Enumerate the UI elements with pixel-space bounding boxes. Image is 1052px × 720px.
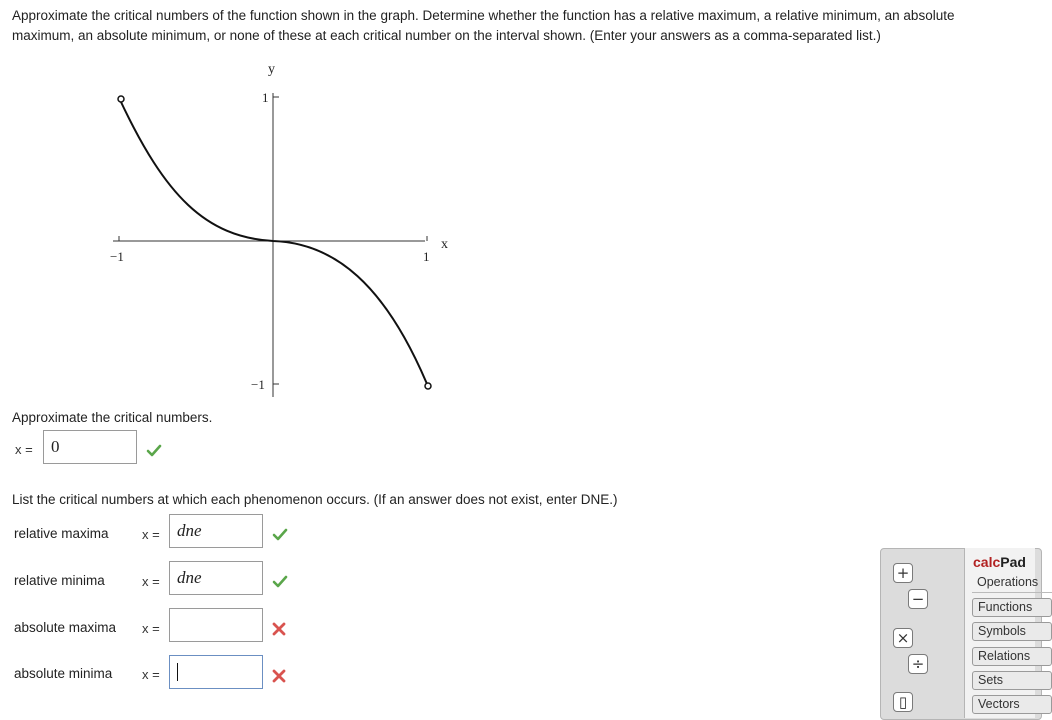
function-graph xyxy=(95,55,465,405)
question-text: Approximate the critical numbers of the function shown in the graph. Determine whether the function has a relative maximum, a relative minimum, an absolute maximum, an absolute minimum, or none of these at each critical number on the interval shown. (Enter your answers as a comma-separated list.) xyxy=(12,8,955,43)
calcpad-menu xyxy=(964,548,1039,718)
relative-maxima-label: relative maxima xyxy=(14,526,109,541)
relative-minima-label: relative minima xyxy=(14,573,105,588)
absolute-minima-var-label: x = xyxy=(142,667,160,682)
y-tick-label-neg: −1 xyxy=(251,377,265,392)
check-icon xyxy=(272,575,288,589)
x-tick-label-pos: 1 xyxy=(423,249,430,264)
check-icon xyxy=(272,528,288,542)
calcpad-menu-functions[interactable]: Functions xyxy=(972,598,1052,617)
plus-button[interactable]: + xyxy=(893,563,913,583)
x-axis-label: x xyxy=(441,237,448,252)
part2-prompt: List the critical numbers at which each phenomenon occurs. (If an answer does not exist, enter DNE.) xyxy=(12,492,618,507)
multiply-button[interactable]: × xyxy=(893,628,913,648)
function-curve xyxy=(121,102,427,384)
absolute-maxima-label: absolute maxima xyxy=(14,620,117,635)
check-icon xyxy=(146,444,162,458)
divide-button[interactable]: ÷ xyxy=(908,654,928,674)
relative-minima-var-label: x = xyxy=(142,574,160,589)
part1-prompt: Approximate the critical numbers. xyxy=(12,410,213,425)
y-axis-label: y xyxy=(268,62,275,77)
cross-icon xyxy=(272,622,286,636)
text-caret xyxy=(177,663,178,681)
calcpad-menu-symbols[interactable]: Symbols xyxy=(972,622,1052,641)
part1-var-label: x = xyxy=(15,442,33,457)
absolute-minima-input[interactable] xyxy=(169,655,263,689)
relative-minima-input[interactable]: dne xyxy=(169,561,263,595)
calcpad-title: calcPad xyxy=(973,554,1026,570)
open-endpoint-right xyxy=(425,383,431,389)
open-endpoint-left xyxy=(118,96,124,102)
relative-maxima-input[interactable]: dne xyxy=(169,514,263,548)
relative-maxima-var-label: x = xyxy=(142,527,160,542)
fraction-button[interactable]: ▯ xyxy=(893,692,913,712)
x-tick-label-neg: −1 xyxy=(110,249,124,264)
calcpad-menu-relations[interactable]: Relations xyxy=(972,647,1052,666)
calcpad-menu-sets[interactable]: Sets xyxy=(972,671,1052,690)
absolute-minima-label: absolute minima xyxy=(14,666,113,681)
calcpad-menu-operations[interactable]: Operations xyxy=(972,574,1052,593)
y-tick-label-pos: 1 xyxy=(262,90,269,105)
absolute-maxima-input[interactable] xyxy=(169,608,263,642)
critical-numbers-input[interactable]: 0 xyxy=(43,430,137,464)
absolute-maxima-var-label: x = xyxy=(142,621,160,636)
calcpad-menu-vectors[interactable]: Vectors xyxy=(972,695,1052,714)
cross-icon xyxy=(272,669,286,683)
minus-button[interactable]: − xyxy=(908,589,928,609)
